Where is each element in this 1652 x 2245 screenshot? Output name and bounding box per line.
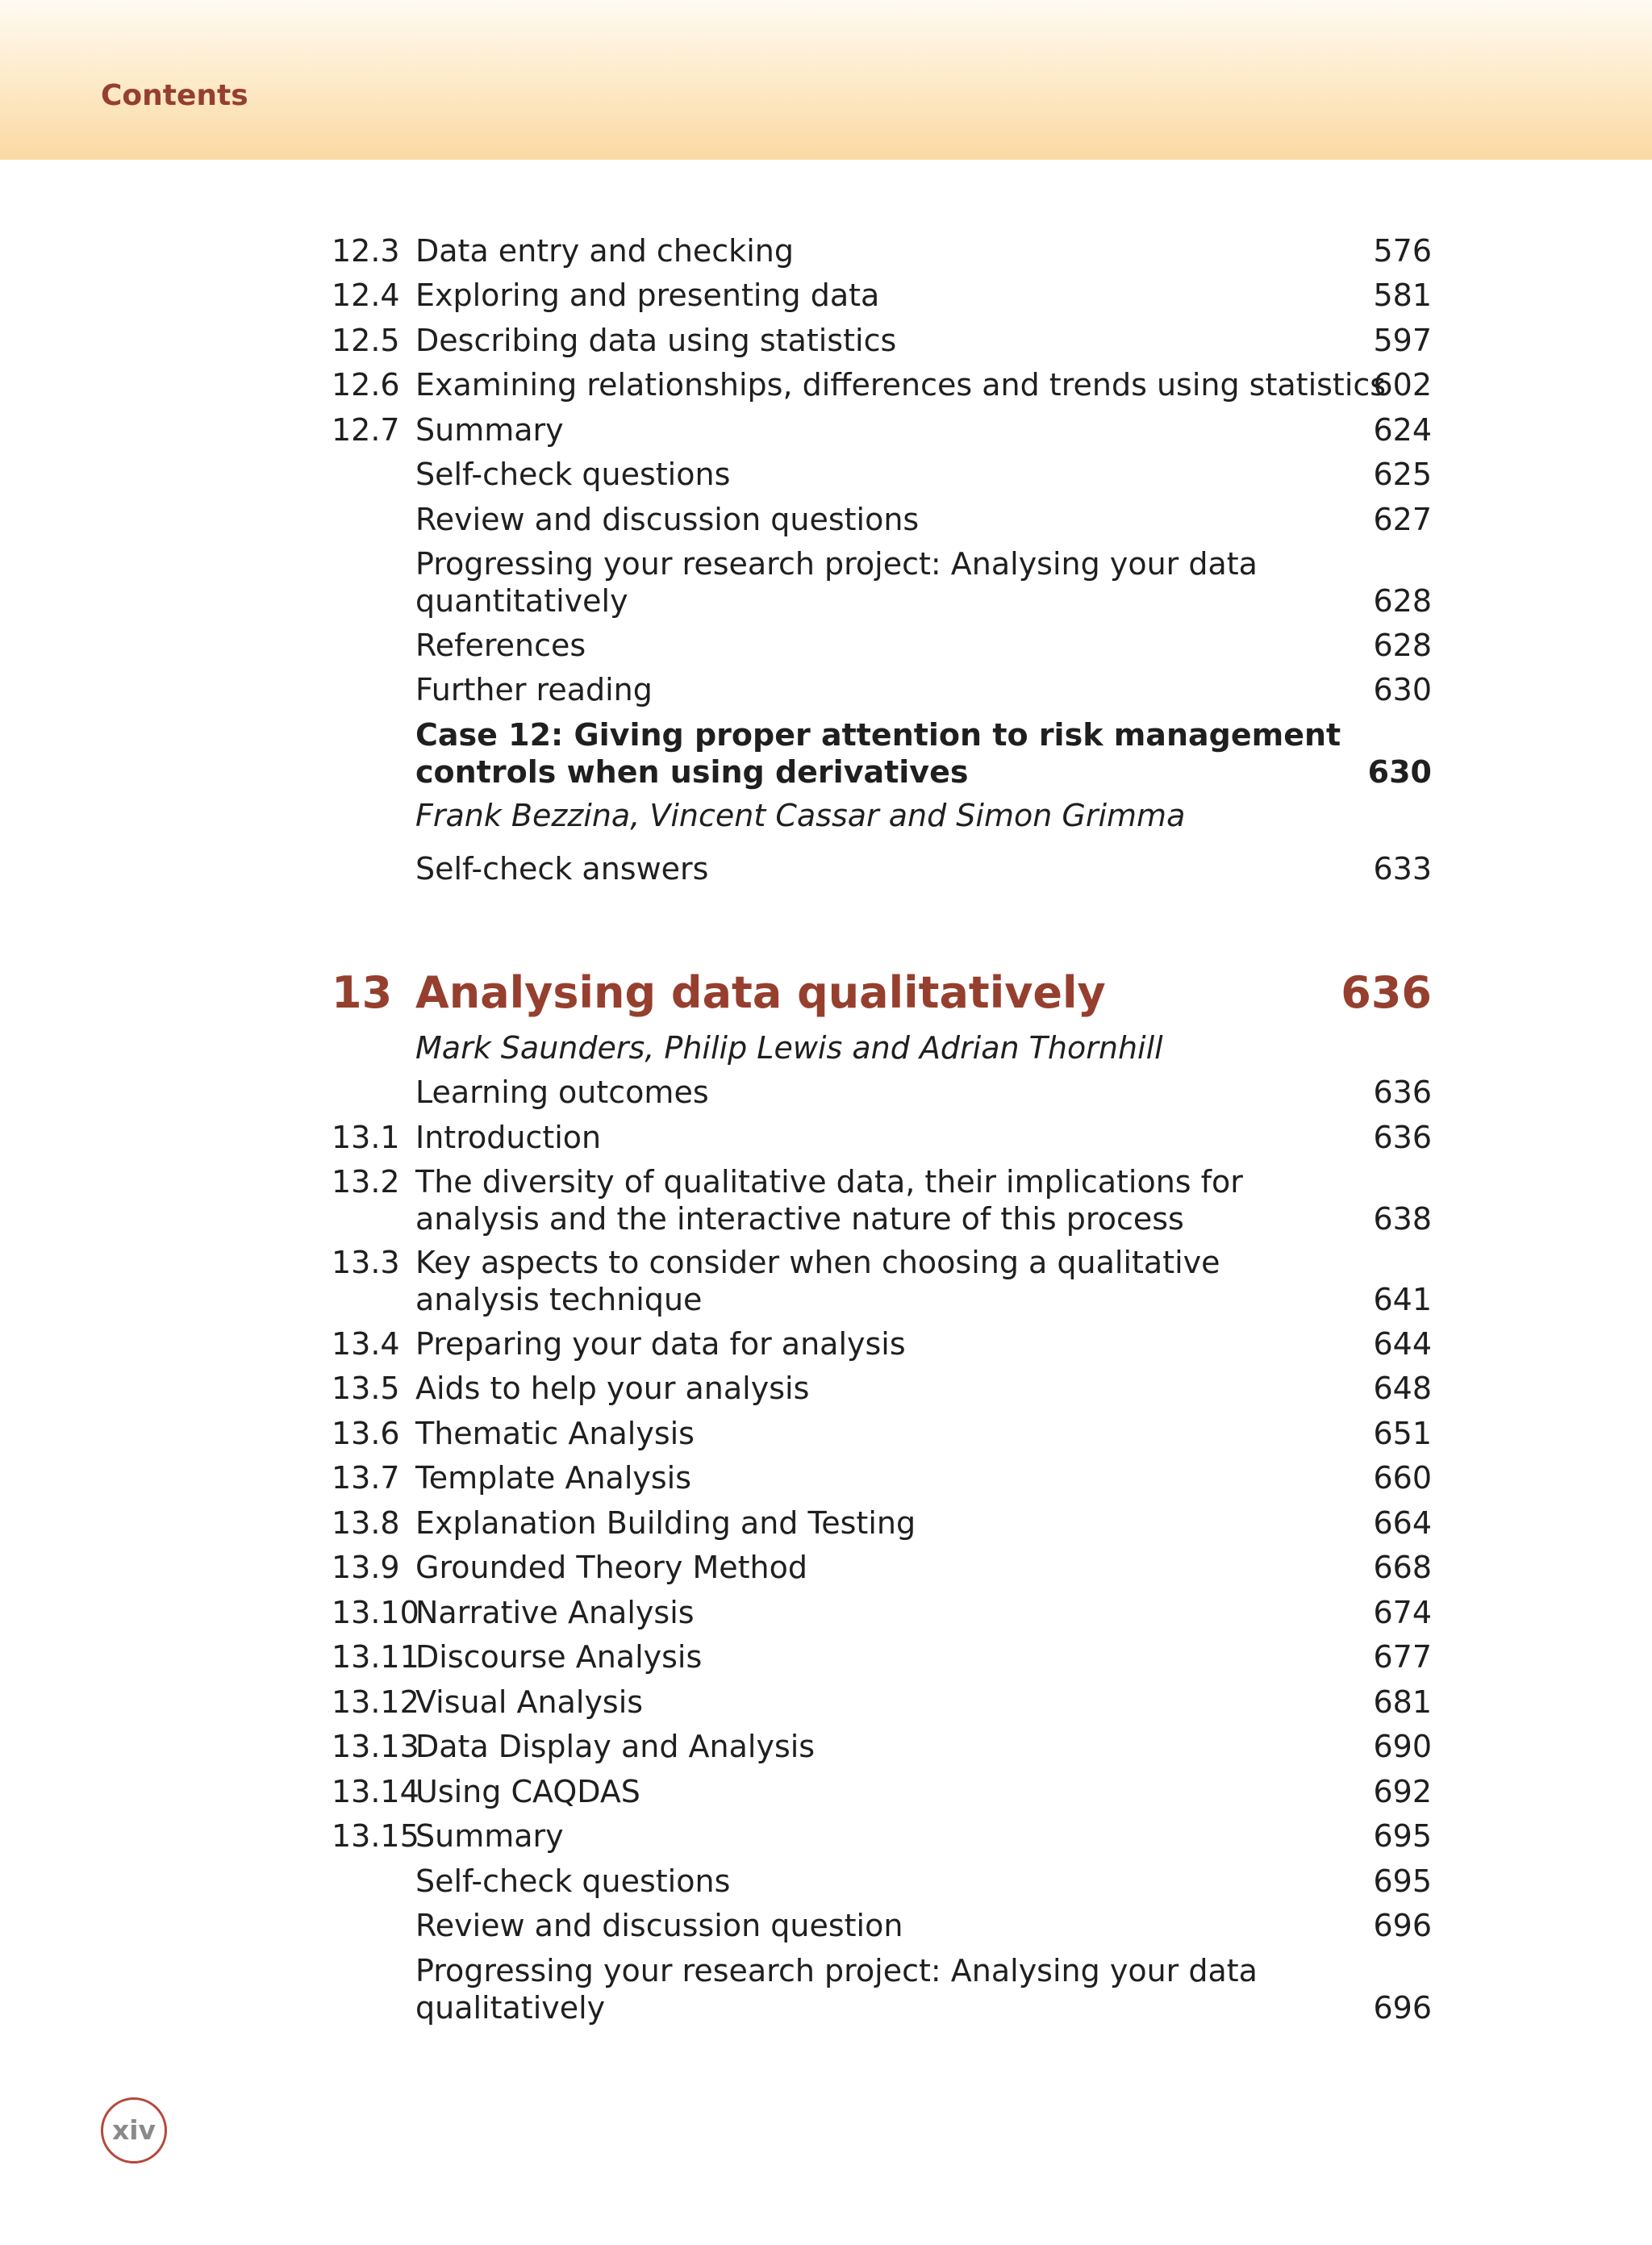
page-reference: 628 <box>1373 583 1432 619</box>
section-number: 13.13 <box>332 1729 419 1764</box>
entry-title <box>415 1504 1367 1542</box>
page-reference: 692 <box>1373 1774 1432 1809</box>
entry-title <box>415 1119 1367 1156</box>
entry-title <box>415 1594 1367 1631</box>
page-reference: 696 <box>1373 1990 1432 2026</box>
entry-title-line: Narrative Analysis <box>415 1595 695 1630</box>
section-number: 13.1 <box>332 1120 400 1155</box>
page-reference: 581 <box>1373 277 1432 313</box>
page-reference: 625 <box>1373 457 1432 492</box>
entry-title-line: Self-check answers <box>415 851 709 887</box>
entry-title-line: Template Analysis <box>415 1460 692 1496</box>
page-reference: 641 <box>1373 1282 1432 1317</box>
entry-title <box>415 322 1367 359</box>
entry-title <box>415 1459 1367 1496</box>
entry-title <box>415 1370 1367 1407</box>
entry-title <box>415 1415 1367 1452</box>
entry-title-line: analysis and the interactive nature of this process <box>415 1201 1184 1237</box>
section-number: 12.7 <box>332 412 400 448</box>
section-number: 13.15 <box>332 1818 419 1854</box>
entry-title <box>415 1817 1367 1855</box>
page-number: xiv <box>101 2097 167 2164</box>
entry-title <box>415 277 1367 314</box>
section-number: 13.14 <box>332 1774 419 1809</box>
entry-title <box>415 850 1367 887</box>
entry-title <box>415 1907 1367 1944</box>
entry-title <box>415 232 1367 269</box>
page-reference: 633 <box>1373 851 1432 887</box>
entry-title-line: Visual Analysis <box>415 1684 644 1720</box>
entry-title <box>415 411 1367 449</box>
entry-title <box>415 1863 1367 1900</box>
entry-title <box>415 627 1367 664</box>
page-reference: 674 <box>1373 1595 1432 1630</box>
section-number: 13.7 <box>332 1460 400 1496</box>
page-reference: 636 <box>1341 967 1432 1018</box>
section-number: 13.8 <box>332 1505 400 1541</box>
entry-title-line: Mark Saunders, Philip Lewis and Adrian Thornhill <box>415 1030 1163 1066</box>
page-reference: 695 <box>1373 1863 1432 1899</box>
entry-title-line: Key aspects to consider when choosing a qualitative <box>415 1245 1220 1280</box>
section-number: 13 <box>332 967 393 1018</box>
entry-title <box>415 966 1367 1020</box>
entry-title-line: quantitatively <box>415 583 628 619</box>
entry-title-line: Exploring and presenting data <box>415 277 880 313</box>
section-number: 13.10 <box>332 1595 419 1630</box>
entry-title <box>415 1029 1367 1066</box>
page-reference: 644 <box>1373 1326 1432 1362</box>
entry-title-line: Review and discussion questions <box>415 502 920 537</box>
entry-title-line: Further reading <box>415 672 653 707</box>
section-number: 13.9 <box>332 1550 400 1585</box>
page-reference: 638 <box>1373 1201 1432 1237</box>
entry-title-line: Discourse Analysis <box>415 1639 703 1675</box>
entry-title <box>415 366 1387 403</box>
entry-title <box>415 671 1367 708</box>
entry-title-line: Explanation Building and Testing <box>415 1505 916 1541</box>
entry-title <box>415 1244 1367 1318</box>
section-number: 13.3 <box>332 1245 400 1280</box>
entry-title-line: Describing data using statistics <box>415 323 897 358</box>
entry-title <box>415 797 1367 834</box>
entry-title-line: Self-check questions <box>415 457 731 492</box>
entry-title-line: controls when using derivatives <box>415 754 969 790</box>
page-reference: 677 <box>1373 1639 1432 1675</box>
entry-title-line: Analysing data qualitatively <box>415 967 1106 1018</box>
section-number: 13.12 <box>332 1684 419 1720</box>
entry-title-line: Review and discussion question <box>415 1908 903 1943</box>
entry-title-line: Examining relationships, differences and trends using statistics <box>415 367 1387 403</box>
entry-title-line: Self-check questions <box>415 1863 731 1899</box>
page-reference: 597 <box>1373 323 1432 358</box>
section-number: 13.11 <box>332 1639 419 1675</box>
page-reference: 602 <box>1373 367 1432 403</box>
section-number: 13.2 <box>332 1164 400 1200</box>
page-reference: 576 <box>1373 233 1432 269</box>
page-reference: 636 <box>1373 1075 1432 1110</box>
entry-title <box>415 1773 1367 1810</box>
section-number: 13.4 <box>332 1326 400 1362</box>
section-number: 13.5 <box>332 1371 400 1406</box>
page-reference: 630 <box>1367 754 1432 790</box>
page-reference: 630 <box>1373 672 1432 707</box>
page-reference: 695 <box>1373 1818 1432 1854</box>
entry-title-line: References <box>415 628 586 663</box>
page-reference: 660 <box>1373 1460 1432 1496</box>
entry-title <box>415 1325 1367 1362</box>
entry-title-line: Summary <box>415 412 564 448</box>
entry-title <box>415 1074 1367 1111</box>
page-reference: 664 <box>1373 1505 1432 1541</box>
entry-title-line: The diversity of qualitative data, their implications for <box>415 1164 1243 1200</box>
entry-title-line: Using CAQDAS <box>415 1774 640 1809</box>
entry-title-line: Data Display and Analysis <box>415 1729 816 1764</box>
entry-title-line: Case 12: Giving proper attention to risk management <box>415 717 1341 753</box>
entry-title <box>415 1684 1367 1721</box>
entry-title-line: analysis technique <box>415 1282 703 1317</box>
entry-title <box>415 1163 1367 1237</box>
section-number: 13.6 <box>332 1416 400 1451</box>
entry-title <box>415 1952 1367 2026</box>
entry-title-line: Grounded Theory Method <box>415 1550 807 1585</box>
entry-title <box>415 545 1367 620</box>
entry-title <box>415 501 1367 538</box>
page-reference: 627 <box>1373 502 1432 537</box>
page-reference: 696 <box>1373 1908 1432 1943</box>
section-number: 12.6 <box>332 367 400 403</box>
entry-title-line: Frank Bezzina, Vincent Cassar and Simon Grimma <box>415 798 1186 833</box>
entry-title-line: Progressing your research project: Analysing your data <box>415 546 1258 582</box>
entry-title <box>415 1549 1367 1586</box>
entry-title <box>415 1638 1367 1675</box>
page-reference: 636 <box>1373 1120 1432 1155</box>
page-reference: 648 <box>1373 1371 1432 1406</box>
section-number: 12.3 <box>332 233 400 269</box>
page-reference: 681 <box>1373 1684 1432 1720</box>
entry-title-line: Learning outcomes <box>415 1075 709 1110</box>
section-number: 12.5 <box>332 323 400 358</box>
page-reference: 651 <box>1373 1416 1432 1451</box>
entry-title-line: Introduction <box>415 1120 602 1155</box>
page-reference: 624 <box>1373 412 1432 448</box>
entry-title-line: Thematic Analysis <box>415 1416 695 1451</box>
entry-title <box>415 716 1367 791</box>
entry-title <box>415 1728 1367 1765</box>
entry-title-line: Summary <box>415 1818 564 1854</box>
page-reference: 628 <box>1373 628 1432 663</box>
running-header: Contents <box>101 79 248 112</box>
entry-title-line: Preparing your data for analysis <box>415 1326 906 1362</box>
entry-title <box>415 456 1367 493</box>
entry-title-line: Data entry and checking <box>415 233 794 269</box>
entry-title-line: qualitatively <box>415 1990 606 2026</box>
page-reference: 690 <box>1373 1729 1432 1764</box>
entry-title-line: Progressing your research project: Analysing your data <box>415 1953 1258 1988</box>
section-number: 12.4 <box>332 277 400 313</box>
entry-title-line: Aids to help your analysis <box>415 1371 810 1406</box>
page-reference: 668 <box>1373 1550 1432 1585</box>
